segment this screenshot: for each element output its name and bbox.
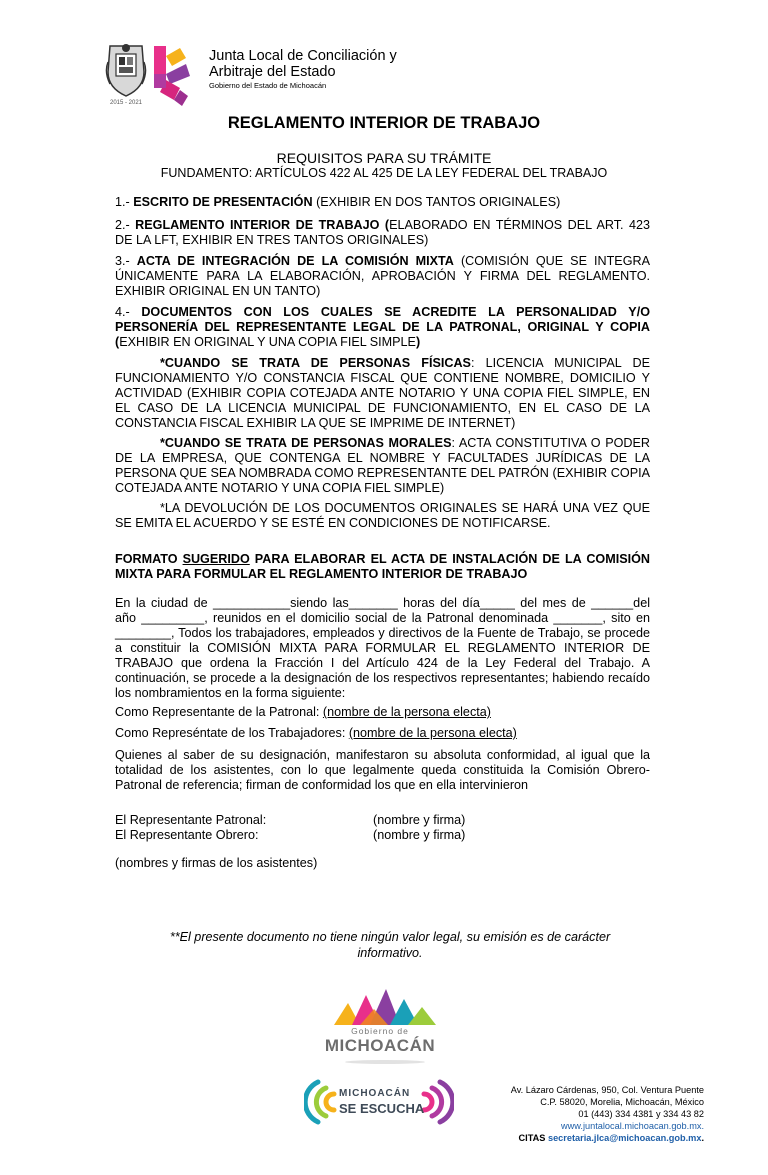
gobierno-label: Gobierno de	[351, 1026, 409, 1036]
requirement-1-title: ESCRITO DE PRESENTACIÓN	[133, 195, 313, 209]
requirement-3-detail: (COMISIÓN QUE SE INTEGRA ÚNICAMENTE PARA LA ELABORACIÓN, APROBACIÓN Y FIRMA DEL REGLAMENTO. EXHIBIR ORIGINAL EN UN TANTO)	[115, 254, 650, 298]
requirement-2-detail: ELABORADO EN TÉRMINOS DEL ART. 423 DE LA LFT, EXHIBIR EN TRES TANTOS ORIGINALES)	[115, 218, 650, 247]
requirement-3-title: ACTA DE INTEGRACIÓN DE LA COMISIÓN MIXTA	[136, 254, 454, 268]
signature-patronal-label: El Representante Patronal:	[115, 813, 267, 827]
rep-trabajadores-value: (nombre de la persona electa)	[348, 726, 517, 740]
se-escucha-line1: MICHOACÁN	[339, 1088, 411, 1099]
note-fisicas-text: : LICENCIA MUNICIPAL DE FUNCIONAMIENTO Y/O CONSTANCIA FISCAL QUE CONTIENE NOMBRE, DOMICILIO Y ACTIVIDAD (EXHIBIR COPIA COTEJADA ANTE NOTARIO Y UNA COPIA FIEL SIMPLE, EN EL CASO DE LA LICENCIA MUNICIPAL DE FUNCIONAMIENTO, EN EL CASO DE LA CONSTANCIA FISCAL EXHIBIR LA QUE SE IMPRIME DE INTERNET)	[115, 356, 650, 430]
requirement-1	[115, 195, 650, 210]
address-city: C.P. 58020, Morelia, Michoacán, México	[540, 1097, 704, 1107]
note-fisicas-heading: *CUANDO SE TRATA DE PERSONAS FÍSICAS	[160, 356, 471, 370]
signature-patronal-value: (nombre y firma)	[373, 813, 466, 827]
conformity-paragraph: Quienes al saber de su designación, manifestaron su absoluta conformidad, al igual que la totalidad de los asistentes, con lo que legalmente queda constituida la Comisión Obrero-Patronal de referencia; firman de conformidad los que en ella intervinieron	[115, 748, 650, 792]
format-heading-sugerido: SUGERIDO	[182, 552, 250, 566]
rep-trabajadores-line	[115, 726, 650, 741]
requirement-4-close: )	[415, 335, 421, 349]
address-street: Av. Lázaro Cárdenas, 950, Col. Ventura Puente	[510, 1085, 704, 1095]
requirement-4-detail: EXHIBIR EN ORIGINAL Y UNA COPIA FIEL SIMPLE	[119, 335, 416, 349]
contact-phone: 01 (443) 334 4381 y 334 43 82	[578, 1109, 704, 1119]
requirement-2-title: REGLAMENTO INTERIOR DE TRABAJO (	[135, 218, 390, 232]
michoacan-wordmark: MICHOACÁN	[324, 1036, 436, 1055]
rep-patronal-value: (nombre de la persona electa)	[322, 705, 491, 719]
gobierno-michoacan-logo	[330, 985, 440, 1027]
signature-obrero-value: (nombre y firma)	[373, 828, 466, 842]
document-title: REGLAMENTO INTERIOR DE TRABAJO	[227, 114, 541, 132]
note-personas-fisicas	[115, 356, 650, 431]
requirements-subtitle: REQUISITOS PARA SU TRÁMITE	[276, 150, 492, 166]
requirement-2-number: 2.-	[115, 218, 136, 232]
website-link[interactable]: www.juntalocal.michoacan.gob.mx.	[561, 1121, 704, 1131]
requirement-4-number: 4.-	[115, 305, 142, 319]
requirement-1-detail: (EXHIBIR EN DOS TANTOS ORIGINALES)	[312, 195, 561, 209]
se-escucha-line2: SE ESCUCHA	[339, 1101, 425, 1116]
requirement-2	[115, 218, 650, 248]
requirement-3	[115, 254, 650, 299]
format-body: En la ciudad de ___________siendo las_______ horas del día_____ del mes de ______del año _________, reunidos en el domicilio social de la Patronal denominada _______, sito en ________, Todos los trabajadores, empleados y directivos de la Fuente de Trabajo, se procede a constituir la COMISIÓN MIXTA PARA FORMULAR EL REGLAMENTO INTERIOR DE TRABAJO que ordena la Fracción I del Artículo 424 de la Ley Federal del Trabajo. A continuación, se procede a la designación de los respectivos representantes; habiendo recaído los nombramientos en la forma siguiente:	[115, 596, 650, 700]
rep-trabajadores-label: Como Represéntate de los Trabajadores:	[115, 726, 349, 740]
citas-label: CITAS	[518, 1133, 548, 1143]
seal-years: 2015 - 2021	[109, 100, 143, 106]
requirement-4-title: DOCUMENTOS CON LOS CUALES SE ACREDITE LA PERSONALIDAD Y/O PERSONERÍA DEL REPRESENTANTE LEGAL DE LA PATRONAL, ORIGINAL Y COPIA (	[115, 305, 650, 349]
format-heading-start: FORMATO	[115, 552, 183, 566]
legal-foundation: FUNDAMENTO: ARTÍCULOS 422 AL 425 DE LA LEY FEDERAL DEL TRABAJO	[160, 166, 608, 180]
note-morales-heading: *CUANDO SE TRATA DE PERSONAS MORALES	[160, 436, 452, 450]
requirement-3-number: 3.-	[115, 254, 137, 268]
note-devolucion: *LA DEVOLUCIÓN DE LOS DOCUMENTOS ORIGINALES SE HARÁ UNA VEZ QUE SE EMITA EL ACUERDO Y SE ESTÉ EN CONDICIONES DE NOTIFICARSE.	[115, 501, 650, 530]
attendees-signatures: (nombres y firmas de los asistentes)	[115, 856, 318, 870]
citas-dot: .	[701, 1133, 704, 1143]
format-heading	[115, 552, 650, 582]
rep-patronal-line	[115, 705, 650, 720]
org-name-line1: Junta Local de Conciliación y	[209, 48, 397, 64]
rep-patronal-label: Como Representante de la Patronal:	[115, 705, 323, 719]
note-personas-morales	[115, 436, 650, 496]
format-heading-end: PARA ELABORAR EL ACTA DE INSTALACIÓN DE LA COMISIÓN MIXTA PARA FORMULAR EL REGLAMENTO INTERIOR DE TRABAJO	[115, 552, 650, 581]
logo-shadow	[345, 1060, 425, 1064]
requirement-1-number: 1.-	[115, 195, 134, 209]
citas-line	[440, 1132, 704, 1144]
signature-obrero-label: El Representante Obrero:	[115, 828, 259, 842]
note-morales-text: : ACTA CONSTITUTIVA O PODER DE LA EMPRESA, QUE CONTENGA EL NOMBRE Y FACULTADES JURÍDICAS DE LA PERSONA QUE SEA NOMBRADA COMO REPRESENTANTE DEL PATRÓN (EXHIBIR COPIA COTEJADA ANTE NOTARIO Y UNA COPIA FIEL SIMPLE)	[115, 436, 650, 495]
citas-email-link[interactable]: secretaria.jlca@michoacan.gob.mx	[547, 1133, 702, 1143]
government-logo-mark	[152, 44, 192, 108]
requirement-4	[115, 305, 650, 350]
org-government: Gobierno del Estado de Michoacán	[209, 81, 327, 90]
legal-disclaimer: **El presente documento no tiene ningún valor legal, su emisión es de carácter informativo.	[169, 930, 611, 960]
org-name-line2: Arbitraje del Estado	[209, 64, 336, 80]
state-seal-logo	[104, 42, 148, 98]
